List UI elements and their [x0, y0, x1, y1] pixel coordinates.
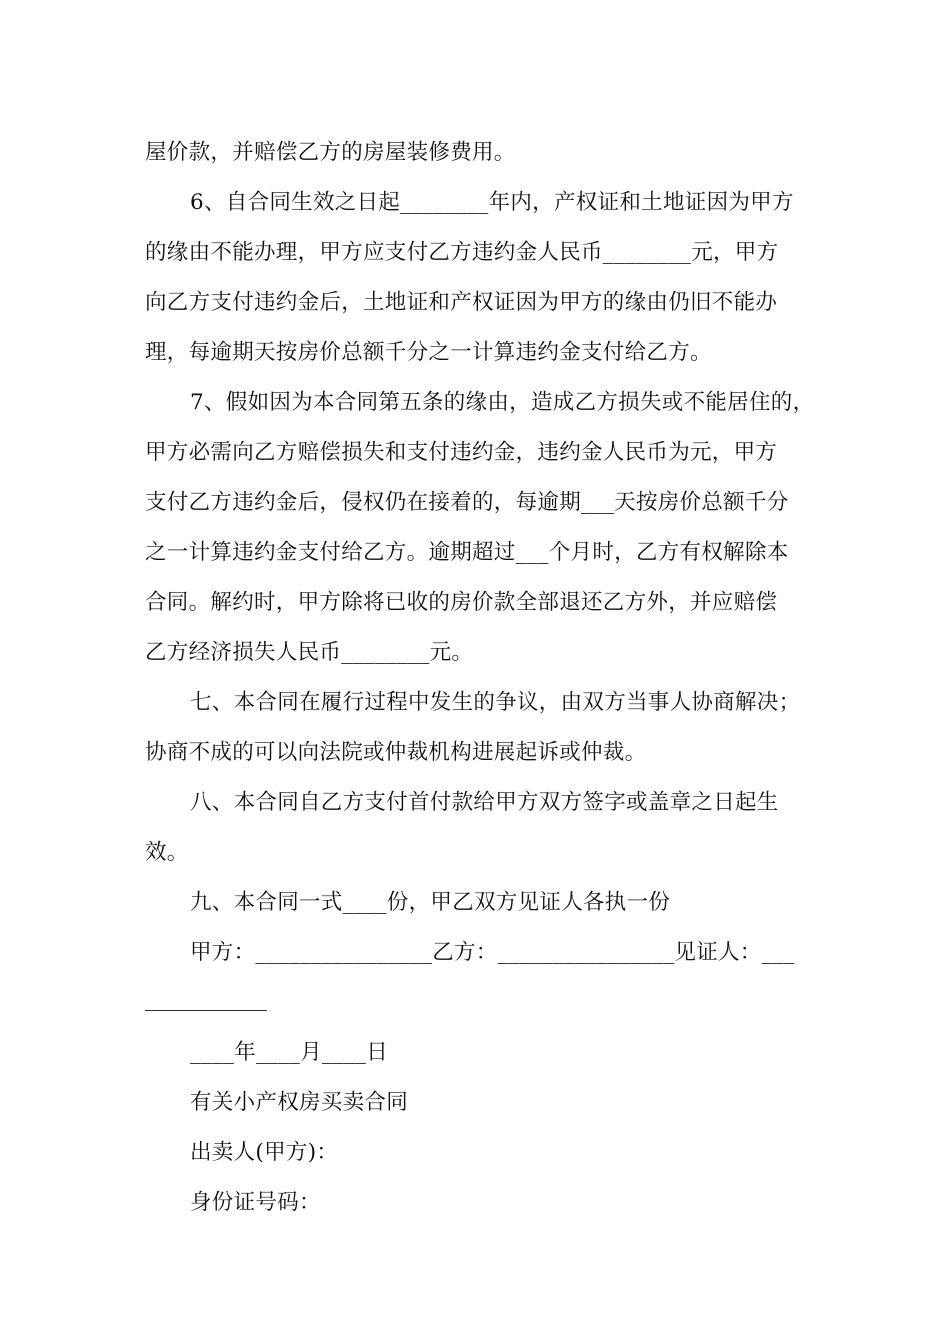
article-9-line: 九、本合同一式____份，甲乙双方见证人各执一份 [190, 890, 671, 915]
text-line-1: 屋价款，并赔偿乙方的房屋装修费用。 [145, 140, 516, 165]
clause-7-line-3: 支付乙方违约金后，侵权仍在接着的，每逾期___天按房价总额千分 [145, 490, 789, 515]
clause-7-line-1: 7、假如因为本合同第五条的缘由，造成乙方损失或不能居住的， [190, 390, 815, 415]
seller-party-a-label: 出卖人(甲方)： [190, 1140, 339, 1165]
clause-6-line-4: 理，每逾期天按房价总额千分之一计算违约金支付给乙方。 [145, 340, 712, 365]
article-8-line-2: 效。 [145, 840, 189, 865]
clause-7-line-4: 之一计算违约金支付给乙方。逾期超过___个月时，乙方有权解除本 [145, 540, 789, 565]
clause-6-line-3: 向乙方支付违约金后，土地证和产权证因为甲方的缘由仍旧不能办 [145, 290, 778, 315]
clause-7-line-2: 甲方必需向乙方赔偿损失和支付违约金，违约金人民币为元，甲方 [145, 440, 778, 465]
signature-blank-continuation [145, 978, 815, 1028]
clause-7-line-6: 乙方经济损失人民币________元。 [145, 640, 474, 665]
witness-blank-rule [145, 1010, 267, 1011]
clause-6-line-1: 6、自合同生效之日起________年内，产权证和土地证因为甲方 [190, 190, 794, 215]
clause-6-line-2: 的缘由不能办理，甲方应支付乙方违约金人民币________元，甲方 [145, 240, 779, 265]
second-contract-title: 有关小产权房买卖合同 [190, 1090, 409, 1115]
date-line: ____年____月____日 [190, 1040, 389, 1065]
article-7-line-1: 七、本合同在履行过程中发生的争议，由双方当事人协商解决； [190, 690, 801, 715]
article-7-line-2: 协商不成的可以向法院或仲裁机构进展起诉或仲裁。 [145, 740, 647, 765]
clause-7-line-5: 合同。解约时，甲方除将已收的房价款全部退还乙方外，并应赔偿 [145, 590, 778, 615]
contract-text [145, 128, 815, 1228]
id-number-label: 身份证号码： [190, 1190, 321, 1215]
signature-parties-line: 甲方：________________乙方：________________见证人：___ [190, 940, 795, 965]
article-8-line-1: 八、本合同自乙方支付首付款给甲方双方签字或盖章之日起生 [190, 790, 779, 815]
